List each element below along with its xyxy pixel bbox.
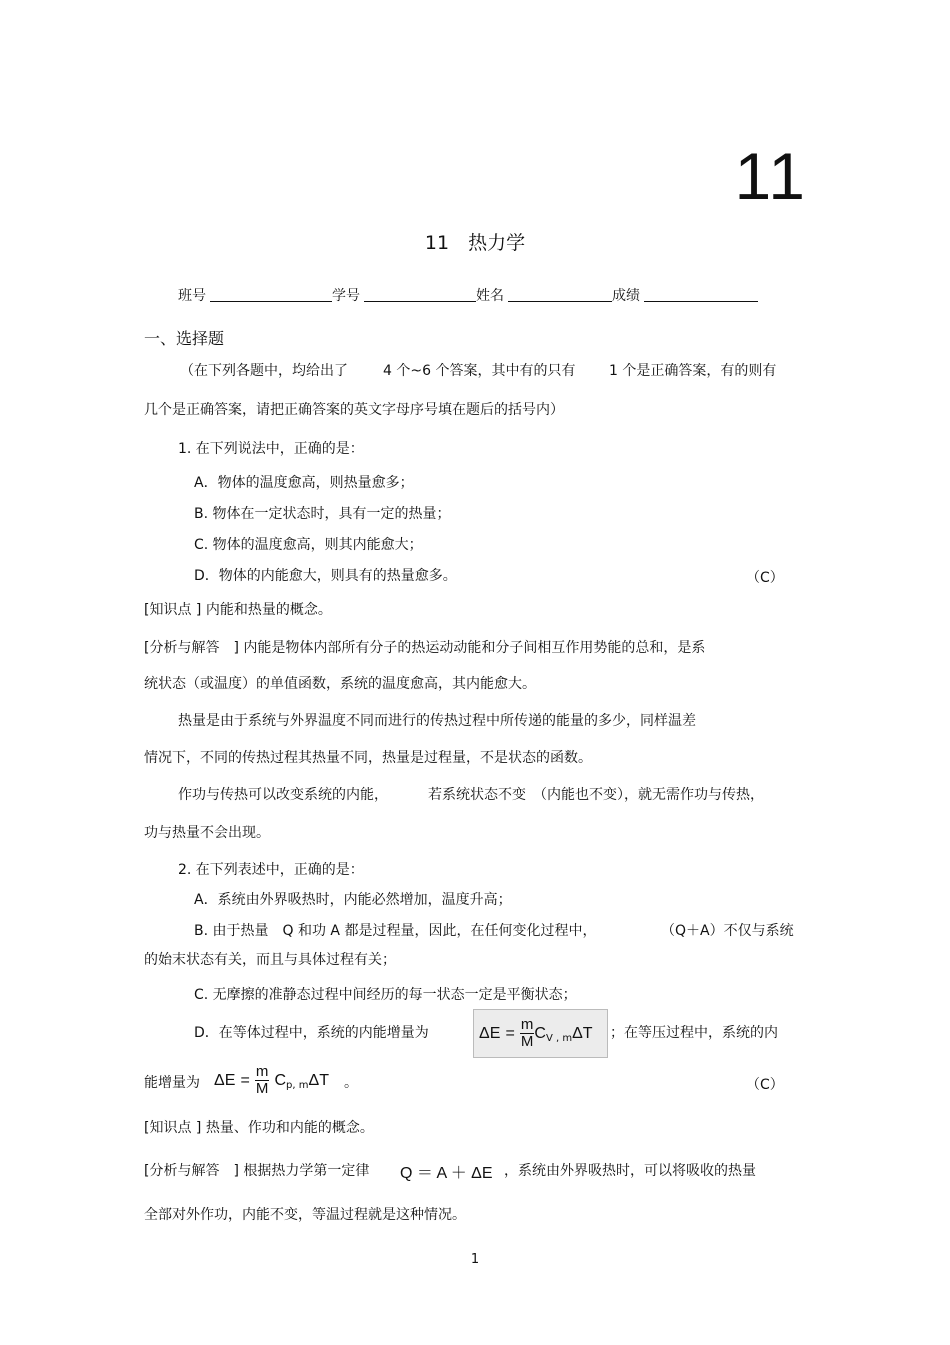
name-field[interactable]	[508, 287, 612, 302]
chapter-number: 11	[734, 139, 807, 213]
formula-2-lhs: ΔE	[214, 1072, 236, 1089]
q2-stem: 2. 在下列表述中，正确的是：	[178, 862, 364, 878]
formula-2-c: C	[274, 1072, 287, 1089]
q1-analysis-2a: 热量是由于系统与外界温度不同而进行的传热过程中所传递的能量的多少，同样温差	[178, 713, 696, 729]
q2-option-d-end: 。	[344, 1075, 358, 1091]
student-id-field[interactable]	[364, 287, 476, 302]
instructions-line-1b: 4 个~6 个答案，其中有的只有	[383, 363, 576, 379]
q1-analysis-3a-2: 若系统状态不变 （内能也不变），就无需作功与传热，	[428, 787, 764, 803]
formula-2-fraction	[255, 1064, 270, 1097]
q2-option-d-1: D．在等体过程中，系统的内能增量为	[194, 1025, 429, 1041]
instructions-line-1c: 1 个是正确答案，有的则有	[609, 363, 777, 379]
formula-2-sub: p, m	[286, 1080, 309, 1091]
formula-1-sub: V , m	[545, 1033, 573, 1044]
q1-option-a: A．物体的温度愈高，则热量愈多；	[194, 475, 414, 491]
q2-answer: （C）	[746, 1077, 784, 1093]
formula-1-c: C	[534, 1025, 546, 1042]
formula-2-num: m	[255, 1063, 269, 1080]
q1-option-c: C. 物体的温度愈高，则其内能愈大；	[194, 537, 423, 553]
q2-formula-1	[479, 1017, 593, 1050]
name-label: 姓名	[476, 288, 504, 304]
score-field[interactable]	[644, 287, 758, 302]
formula-1-tail: ΔT	[572, 1025, 593, 1042]
formula-1-eq: =	[505, 1025, 515, 1042]
q2-formula-1-box	[473, 1009, 608, 1058]
formula-2-den: M	[255, 1080, 269, 1097]
info-fields-row	[178, 285, 758, 305]
page-title: 11 热力学	[424, 232, 526, 254]
formula-2-eq: =	[240, 1072, 250, 1089]
q2-formula-2	[214, 1064, 329, 1097]
formula-2-tail: ΔT	[308, 1072, 329, 1089]
student-id-label: 学号	[332, 288, 360, 304]
q2-knowledge: [知识点 ] 热量、作功和内能的概念。	[144, 1120, 374, 1136]
q1-analysis-1b: 统状态（或温度）的单值函数，系统的温度愈高，其内能愈大。	[144, 676, 536, 692]
q1-analysis-3b: 功与热量不会出现。	[144, 825, 270, 841]
instructions-line-2: 几个是正确答案，请把正确答案的英文字母序号填在题后的括号内）	[144, 402, 564, 418]
q2-option-b-2: （Q＋A）不仅与系统	[661, 923, 794, 939]
q2-option-b-3: 的始末状态有关，而且与具体过程有关；	[144, 952, 396, 968]
q1-knowledge: [知识点 ] 内能和热量的概念。	[144, 602, 332, 618]
q2-option-d-3: 能增量为	[144, 1075, 200, 1091]
class-label: 班号	[178, 288, 206, 304]
q1-option-d: D．物体的内能愈大，则具有的热量愈多。	[194, 568, 457, 584]
q1-analysis-2b: 情况下，不同的传热过程其热量不同，热量是过程量，不是状态的函数。	[144, 750, 592, 766]
q2-analysis-1a: [分析与解答 ] 根据热力学第一定律	[144, 1163, 370, 1179]
formula-1-num: m	[520, 1016, 534, 1033]
q2-analysis-2: 全部对外作功，内能不变，等温过程就是这种情况。	[144, 1207, 466, 1223]
q1-stem: 1. 在下列说法中，正确的是：	[178, 441, 364, 457]
q2-analysis-1b: ，系统由外界吸热时，可以将吸收的热量	[504, 1163, 756, 1179]
q2-option-c: C. 无摩擦的准静态过程中间经历的每一状态一定是平衡状态；	[194, 987, 577, 1003]
formula-1-den: M	[520, 1033, 534, 1050]
q1-answer: （C）	[746, 570, 784, 586]
q2-option-d-2: ；在等压过程中，系统的内	[610, 1025, 778, 1041]
q2-analysis-formula: Q ＝ A ＋ ΔE	[400, 1165, 493, 1182]
section-heading: 一、选择题	[144, 329, 225, 348]
class-field[interactable]	[210, 287, 332, 302]
q1-analysis-3a-1: 作功与传热可以改变系统的内能，	[178, 787, 388, 803]
q1-option-b: B. 物体在一定状态时，具有一定的热量；	[194, 506, 451, 522]
q2-option-a: A．系统由外界吸热时，内能必然增加，温度升高；	[194, 892, 512, 908]
formula-1-fraction	[520, 1017, 535, 1050]
q2-option-b-1: B. 由于热量 Q 和功 A 都是过程量，因此，在任何变化过程中，	[194, 923, 597, 939]
formula-1-lhs: ΔE	[479, 1025, 501, 1042]
q1-analysis-1a: [分析与解答 ] 内能是物体内部所有分子的热运动动能和分子间相互作用势能的总和，是系	[144, 640, 706, 656]
instructions-line-1a: （在下列各题中，均给出了	[180, 363, 348, 379]
score-label: 成绩	[612, 288, 640, 304]
page-number: 1	[470, 1252, 480, 1267]
